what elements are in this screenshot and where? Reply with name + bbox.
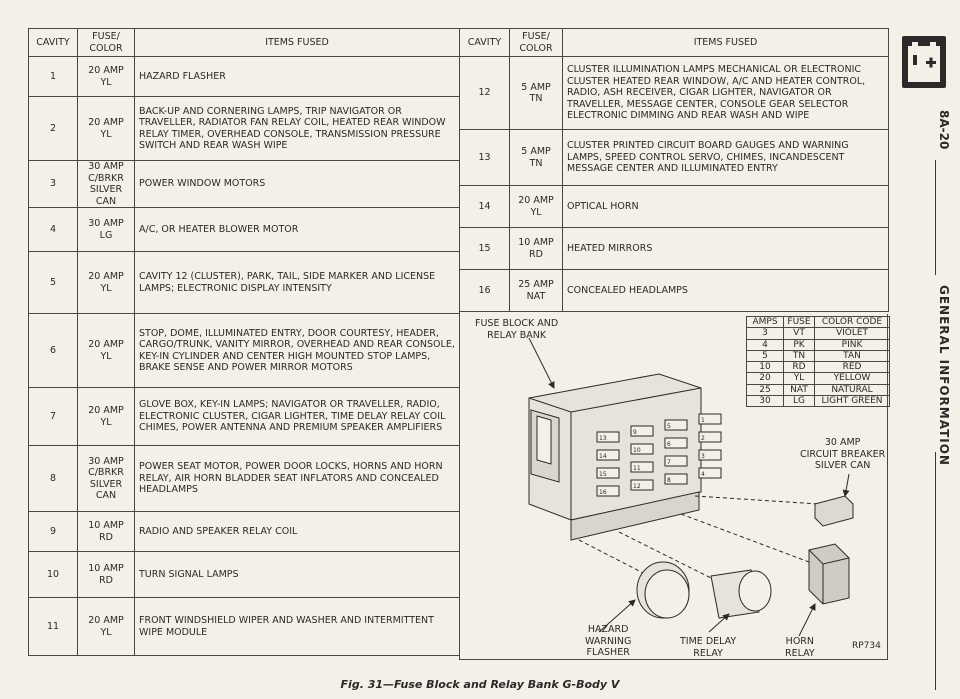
items-fused-text: STOP, DOME, ILLUMINATED ENTRY, DOOR COURTESY, HEADER, CARGO/TRUNK, VANITY MIRROR, OVERHEAD AND REAR CONSOLE, KEY-IN CYLINDER AND CENTER HIGH MOUNTED STOP LAMPS, BRAKE SENSE AND POWER MIRROR MOTORS bbox=[135, 314, 460, 388]
fuse-slot-number: 1 bbox=[701, 417, 705, 424]
color-code-color: NATURAL bbox=[815, 384, 890, 395]
items-fused-text: BACK-UP AND CORNERING LAMPS, TRIP NAVIGATOR OR TRAVELLER, RADIATOR FAN RELAY COIL, HEATED REAR WINDOW RELAY TIMER, OVERHEAD CONSOLE, TRANSMISSION PRESSURE SWITCH AND REAR WASH WIPE bbox=[135, 97, 460, 161]
fuse-table-row bbox=[29, 57, 460, 97]
color-code-fuse: VT bbox=[784, 328, 815, 339]
fuse-table-row bbox=[29, 208, 460, 252]
circuit-breaker-can bbox=[815, 496, 853, 526]
section-code: 8A-20 bbox=[937, 110, 951, 150]
fuse-table-row bbox=[29, 161, 460, 208]
fuse-rating: 20 AMP YL bbox=[78, 314, 135, 388]
color-code-amps: 30 bbox=[747, 396, 784, 407]
color-code-amps: 20 bbox=[747, 373, 784, 384]
fuse-table-row bbox=[460, 270, 889, 312]
fuse-table-row bbox=[29, 598, 460, 656]
color-code-color: LIGHT GREEN bbox=[815, 396, 890, 407]
items-fused-text: CLUSTER ILLUMINATION LAMPS MECHANICAL OR ELECTRONIC CLUSTER HEATED REAR WINDOW, A/C AND HEATER CONTROL, RADIO, ASH RECEIVER, CIGAR LIGHTER, NAVIGATOR OR TRAVELLER, MESSAGE CENTER, CONSOLE GEAR SELECTOR ELECTRONIC DIMMING AND REAR WASH AND WIPE bbox=[563, 57, 889, 130]
fuse-rating: 5 AMP TN bbox=[510, 57, 563, 130]
items-fused-text: CLUSTER PRINTED CIRCUIT BOARD GAUGES AND WARNING LAMPS, SPEED CONTROL SERVO, CHIMES, INCANDESCENT MESSAGE CENTER AND ILLUMINATED ENTRY bbox=[563, 130, 889, 186]
color-code-amps: 4 bbox=[747, 339, 784, 350]
items-fused-header: ITEMS FUSED bbox=[563, 29, 889, 57]
fuse-slot-number: 11 bbox=[633, 465, 641, 472]
fuse-table-row bbox=[460, 186, 889, 228]
fuse-slot-number: 14 bbox=[599, 453, 607, 460]
fuse-block-illustration bbox=[459, 314, 888, 660]
fuse-rating: 20 AMP YL bbox=[78, 57, 135, 97]
items-fused-text: GLOVE BOX, KEY-IN LAMPS; NAVIGATOR OR TRAVELLER, RADIO, ELECTRONIC CLUSTER, CIGAR LIGHTER, TIME DELAY RELAY COIL CHIMES, POWER ANTENNA AND PREMIUM SPEAKER AMPLIFIERS bbox=[135, 388, 460, 446]
fuse-slot-number: 2 bbox=[701, 435, 705, 442]
fuse-table-right bbox=[459, 28, 889, 312]
cavity-number: 11 bbox=[29, 598, 78, 656]
figure-ref-code: RP734 bbox=[852, 641, 881, 651]
items-fused-text: CAVITY 12 (CLUSTER), PARK, TAIL, SIDE MARKER AND LICENSE LAMPS; ELECTRONIC DISPLAY INTENSITY bbox=[135, 252, 460, 314]
circuit-breaker-label: 30 AMP CIRCUIT BREAKER SILVER CAN bbox=[800, 437, 886, 471]
fuse-table-left bbox=[28, 28, 460, 656]
hazard-flasher-label: HAZARD WARNING FLASHER bbox=[585, 624, 632, 658]
fuse-rating: 20 AMP YL bbox=[78, 252, 135, 314]
color-code-fuse: TN bbox=[784, 350, 815, 361]
cavity-number: 12 bbox=[460, 57, 510, 130]
horn-relay-label: HORN RELAY bbox=[785, 636, 815, 659]
figure-caption: Fig. 31—Fuse Block and Relay Bank G-Body V bbox=[340, 678, 620, 691]
cavity-number: 9 bbox=[29, 512, 78, 552]
color-code-header: COLOR CODE bbox=[815, 317, 890, 328]
cavity-number: 1 bbox=[29, 57, 78, 97]
items-fused-text: HEATED MIRRORS bbox=[563, 228, 889, 270]
fuse-rating: 30 AMP C/BRKR SILVER CAN bbox=[78, 161, 135, 208]
fuse-table-row bbox=[460, 57, 889, 130]
section-title: GENERAL INFORMATION bbox=[937, 285, 951, 466]
color-code-fuse: LG bbox=[784, 396, 815, 407]
horn-relay bbox=[809, 544, 849, 604]
time-delay-relay-label: TIME DELAY RELAY bbox=[680, 636, 737, 659]
color-code-color: TAN bbox=[815, 350, 890, 361]
fuse-rating: 20 AMP YL bbox=[78, 97, 135, 161]
sidebar-rule-top bbox=[935, 160, 936, 275]
fuse-slot-number: 16 bbox=[599, 489, 607, 496]
color-code-color: YELLOW bbox=[815, 373, 890, 384]
fuse-rating: 20 AMP YL bbox=[78, 388, 135, 446]
cavity-number: 7 bbox=[29, 388, 78, 446]
fuse-table-row bbox=[29, 388, 460, 446]
fuse-rating: 10 AMP RD bbox=[78, 552, 135, 598]
fuse-table-row bbox=[29, 314, 460, 388]
color-code-fuse: NAT bbox=[784, 384, 815, 395]
cavity-number: 5 bbox=[29, 252, 78, 314]
items-fused-text: TURN SIGNAL LAMPS bbox=[135, 552, 460, 598]
cavity-header: CAVITY bbox=[29, 29, 78, 57]
cavity-number: 8 bbox=[29, 446, 78, 512]
fuse-slot-number: 5 bbox=[667, 423, 671, 430]
battery-icon bbox=[902, 36, 946, 88]
items-fused-text: A/C, OR HEATER BLOWER MOTOR bbox=[135, 208, 460, 252]
items-fused-text: FRONT WINDSHIELD WIPER AND WASHER AND INTERMITTENT WIPE MODULE bbox=[135, 598, 460, 656]
items-fused-text: RADIO AND SPEAKER RELAY COIL bbox=[135, 512, 460, 552]
fuse-slot-number: 7 bbox=[667, 459, 671, 466]
fuse-table-row bbox=[29, 552, 460, 598]
cavity-number: 4 bbox=[29, 208, 78, 252]
fuse-slot-number: 3 bbox=[701, 453, 705, 460]
cavity-number: 13 bbox=[460, 130, 510, 186]
items-fused-text: CONCEALED HEADLAMPS bbox=[563, 270, 889, 312]
color-code-color: VIOLET bbox=[815, 328, 890, 339]
fuse-header: FUSE bbox=[784, 317, 815, 328]
fuse-rating: 10 AMP RD bbox=[78, 512, 135, 552]
fuse-slot-number: 12 bbox=[633, 483, 641, 490]
fuse-rating: 5 AMP TN bbox=[510, 130, 563, 186]
color-code-amps: 25 bbox=[747, 384, 784, 395]
amps-header: AMPS bbox=[747, 317, 784, 328]
items-fused-text: HAZARD FLASHER bbox=[135, 57, 460, 97]
fuse-slot-number: 4 bbox=[701, 471, 705, 478]
fuse-color-header: FUSE/ COLOR bbox=[78, 29, 135, 57]
fuse-rating: 20 AMP YL bbox=[78, 598, 135, 656]
items-fused-text: OPTICAL HORN bbox=[563, 186, 889, 228]
cavity-number: 16 bbox=[460, 270, 510, 312]
fuse-color-header: FUSE/ COLOR bbox=[510, 29, 563, 57]
items-fused-text: POWER WINDOW MOTORS bbox=[135, 161, 460, 208]
fuse-rating: 20 AMP YL bbox=[510, 186, 563, 228]
fuse-slot-number: 13 bbox=[599, 435, 607, 442]
items-fused-text: POWER SEAT MOTOR, POWER DOOR LOCKS, HORNS AND HORN RELAY, AIR HORN BLADDER SEAT INFLATORS AND CONCEALED HEADLAMPS bbox=[135, 446, 460, 512]
color-code-color: RED bbox=[815, 362, 890, 373]
cavity-header: CAVITY bbox=[460, 29, 510, 57]
fuse-block-label: FUSE BLOCK AND RELAY BANK bbox=[475, 318, 559, 341]
fuse-slot-number: 6 bbox=[667, 441, 671, 448]
color-code-amps: 3 bbox=[747, 328, 784, 339]
color-code-fuse: YL bbox=[784, 373, 815, 384]
fuse-table-row bbox=[29, 512, 460, 552]
fuse-rating: 10 AMP RD bbox=[510, 228, 563, 270]
fuse-slot-number: 10 bbox=[633, 447, 641, 454]
fuse-table-row bbox=[29, 252, 460, 314]
fuse-slot-number: 9 bbox=[633, 429, 637, 436]
items-fused-header: ITEMS FUSED bbox=[135, 29, 460, 57]
fuse-slot-number: 8 bbox=[667, 477, 671, 484]
color-code-amps: 5 bbox=[747, 350, 784, 361]
cavity-number: 6 bbox=[29, 314, 78, 388]
fuse-table-row bbox=[460, 228, 889, 270]
color-code-color: PINK bbox=[815, 339, 890, 350]
cavity-number: 3 bbox=[29, 161, 78, 208]
color-code-fuse: PK bbox=[784, 339, 815, 350]
cavity-number: 2 bbox=[29, 97, 78, 161]
fuse-slot-number: 15 bbox=[599, 471, 607, 478]
fuse-rating: 30 AMP LG bbox=[78, 208, 135, 252]
fuse-table-row bbox=[460, 130, 889, 186]
fuse-rating: 25 AMP NAT bbox=[510, 270, 563, 312]
cavity-number: 14 bbox=[460, 186, 510, 228]
color-code-fuse: RD bbox=[784, 362, 815, 373]
cavity-number: 10 bbox=[29, 552, 78, 598]
fuse-rating: 30 AMP C/BRKR SILVER CAN bbox=[78, 446, 135, 512]
sidebar-rule-bottom bbox=[935, 452, 936, 690]
fuse-table-row bbox=[29, 97, 460, 161]
cavity-number: 15 bbox=[460, 228, 510, 270]
fuse-table-row bbox=[29, 446, 460, 512]
color-code-amps: 10 bbox=[747, 362, 784, 373]
